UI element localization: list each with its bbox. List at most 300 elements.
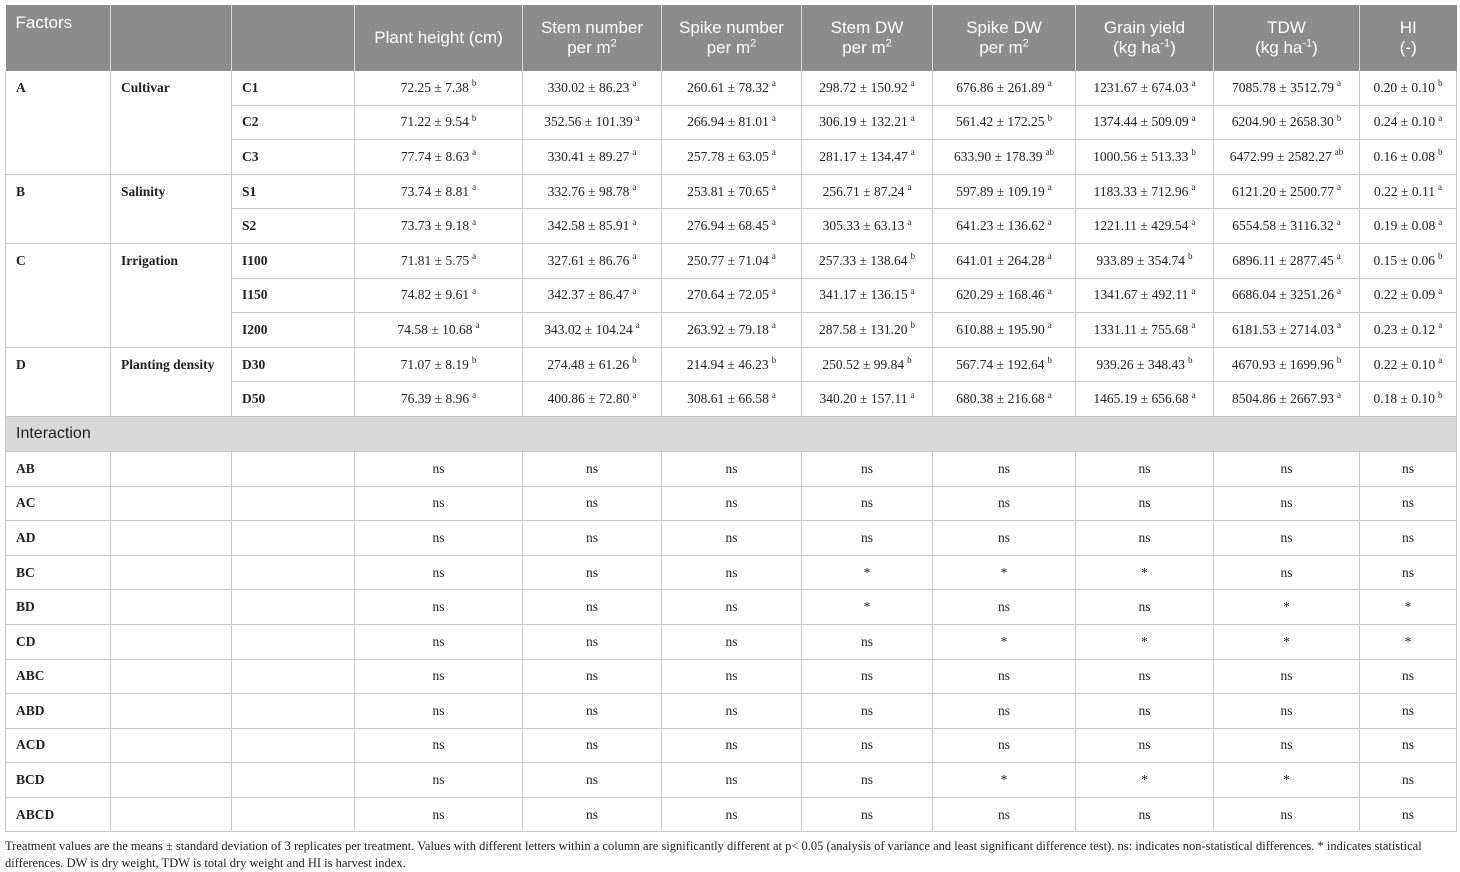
cell-value: 330.41 ± 89.27 [547,148,630,164]
cell-value: 341.17 ± 136.15 [819,287,908,303]
interaction-cell: ns [802,694,933,729]
table-cell [355,243,523,278]
table-cell [355,174,523,209]
significance-letter: a [472,216,477,227]
empty-cell [111,521,232,556]
cell-value: 260.61 ± 78.32 [687,79,769,95]
significance-letter: a [910,389,915,400]
interaction-cell: ns [1076,590,1214,625]
significance-letter: b [1336,355,1342,366]
interaction-name: ABD [6,694,111,729]
table-cell [1360,140,1457,175]
significance-letter: a [1191,112,1196,123]
cell-value: 610.88 ± 195.90 [956,321,1045,337]
cell-value: 250.77 ± 71.04 [687,252,769,268]
significance-letter: a [907,216,912,227]
cell-value: 6181.53 ± 2714.03 [1232,321,1334,337]
factor-level: C1 [232,71,355,105]
factor-name: Salinity [111,174,232,243]
interaction-cell: ns [662,763,802,798]
cell-value: 6204.90 ± 2658.30 [1231,114,1334,130]
interaction-cell: ns [662,728,802,763]
significance-letter: a [635,320,640,331]
significance-letter: a [632,285,637,296]
interaction-cell: ns [523,659,662,694]
interaction-name: ACD [6,728,111,763]
interaction-cell: ns [1076,451,1214,486]
cell-value: 641.23 ± 136.62 [956,218,1045,234]
cell-value: 306.19 ± 132.21 [819,114,908,130]
interaction-cell: ns [933,659,1076,694]
interaction-row [6,763,1457,798]
interaction-name: BD [6,590,111,625]
factor-name: Irrigation [111,243,232,347]
table-cell [802,209,933,244]
table-cell [802,347,933,382]
interaction-cell: * [1360,590,1457,625]
cell-value: 633.90 ± 178.39 [954,148,1043,164]
cell-value: 73.73 ± 9.18 [400,218,470,234]
cell-value: 77.74 ± 8.63 [400,148,470,164]
significance-letter: b [1187,355,1193,366]
significance-letter: a [1336,389,1341,400]
significance-letter: a [1438,112,1443,123]
interaction-cell: ns [1360,659,1457,694]
significance-letter: b [1437,251,1443,262]
significance-letter: a [1191,78,1196,89]
empty-cell [232,555,355,590]
table-cell [523,140,662,175]
column-header-line2: (kg ha [1113,38,1161,57]
interaction-name: ABCD [6,797,111,832]
interaction-cell: ns [933,451,1076,486]
cell-value: 939.26 ± 348.43 [1096,356,1185,372]
factor-level: I150 [232,278,355,313]
significance-letter: a [1047,285,1052,296]
cell-value: 343.02 ± 104.24 [544,321,633,337]
factor-code: C [6,243,111,347]
interaction-name: BCD [6,763,111,798]
interaction-cell: * [1214,590,1360,625]
table-cell [1214,105,1360,140]
significance-letter: b [1187,251,1193,262]
table-cell [523,105,662,140]
interaction-row [6,590,1457,625]
column-header [232,5,355,71]
interaction-cell: ns [523,521,662,556]
significance-letter: a [1047,216,1052,227]
table-cell [1076,243,1214,278]
cell-value: 257.78 ± 63.05 [687,148,769,164]
empty-cell [232,590,355,625]
table-cell [355,209,523,244]
interaction-cell: ns [662,521,802,556]
anova-results-table [5,5,1457,832]
cell-value: 332.76 ± 98.78 [547,183,630,199]
empty-cell [111,797,232,832]
interaction-cell: ns [355,763,523,798]
table-cell [523,71,662,105]
cell-value: 287.58 ± 131.20 [819,321,908,337]
significance-letter: a [635,112,640,123]
significance-letter: a [1438,355,1443,366]
table-cell [355,105,523,140]
interaction-name: ABC [6,659,111,694]
interaction-cell: ns [1214,451,1360,486]
significance-letter: a [771,251,776,262]
cell-value: 0.22 ± 0.10 [1373,356,1436,372]
interaction-cell: ns [662,659,802,694]
cell-value: 567.74 ± 192.64 [956,356,1045,372]
cell-value: 8504.86 ± 2667.93 [1232,391,1334,407]
significance-letter: b [1047,355,1052,366]
significance-letter: b [471,112,477,123]
table-cell [1076,313,1214,348]
factor-level: I200 [232,313,355,348]
significance-letter: ab [1334,147,1344,158]
column-header-line1: Spike number [679,18,784,37]
factor-code: D [6,347,111,416]
significance-letter: a [1191,182,1196,193]
significance-letter: a [472,147,477,158]
column-header-line2: per m [842,38,886,57]
interaction-name: AC [6,486,111,521]
column-header [933,5,1076,71]
cell-value: 1465.19 ± 656.68 [1093,391,1189,407]
significance-letter: b [632,355,637,366]
interaction-cell: ns [355,521,523,556]
table-cell [355,347,523,382]
interaction-cell: ns [933,728,1076,763]
interaction-cell: ns [662,486,802,521]
interaction-cell: * [933,555,1076,590]
empty-cell [111,590,232,625]
significance-letter: b [1437,78,1443,89]
cell-value: 6686.04 ± 3251.26 [1232,287,1334,303]
column-header [802,5,933,71]
interaction-cell: ns [662,694,802,729]
interaction-cell: ns [355,451,523,486]
cell-value: 327.61 ± 86.76 [547,252,630,268]
cell-value: 4670.93 ± 1699.96 [1231,356,1334,372]
table-cell [662,209,802,244]
interaction-cell: ns [1360,486,1457,521]
table-cell [933,313,1076,348]
cell-value: 270.64 ± 72.05 [687,287,769,303]
cell-value: 305.33 ± 63.13 [822,218,905,234]
table-cell [802,243,933,278]
interaction-cell: ns [802,659,933,694]
significance-letter: b [1336,112,1342,123]
cell-value: 641.01 ± 264.28 [956,252,1045,268]
cell-value: 342.37 ± 86.47 [547,287,630,303]
cell-value: 561.42 ± 172.25 [956,114,1045,130]
table-cell [662,382,802,417]
table-cell [1076,105,1214,140]
column-header-line1: Plant height (cm) [374,28,503,47]
table-cell [933,243,1076,278]
column-header-superscript: 2 [750,37,757,50]
significance-letter: a [632,78,637,89]
cell-value: 1183.33 ± 712.96 [1093,183,1189,199]
significance-letter: a [771,216,776,227]
interaction-cell: * [1076,624,1214,659]
interaction-cell: ns [933,521,1076,556]
table-row [6,347,1457,382]
interaction-cell: ns [662,624,802,659]
cell-value: 0.16 ± 0.08 [1373,148,1435,164]
significance-letter: a [1336,78,1341,89]
empty-cell [232,521,355,556]
table-cell [933,71,1076,105]
cell-value: 0.22 ± 0.11 [1374,183,1435,199]
interaction-name: AD [6,521,111,556]
cell-value: 0.23 ± 0.12 [1373,321,1436,337]
table-cell [523,278,662,313]
empty-cell [111,624,232,659]
significance-letter: a [1047,320,1052,331]
cell-value: 1374.44 ± 509.09 [1093,114,1189,130]
table-cell [523,382,662,417]
significance-letter: a [1438,320,1443,331]
cell-value: 281.17 ± 134.47 [819,148,908,164]
interaction-cell: ns [355,797,523,832]
interaction-cell: ns [355,659,523,694]
table-cell [802,174,933,209]
factor-level: C2 [232,105,355,140]
interaction-cell: ns [355,590,523,625]
interaction-cell: ns [802,451,933,486]
interaction-name: CD [6,624,111,659]
significance-letter: a [472,389,477,400]
table-cell [355,313,523,348]
cell-value: 6472.99 ± 2582.27 [1229,148,1332,164]
interaction-cell: * [1076,555,1214,590]
interaction-cell: ns [523,797,662,832]
cell-value: 1231.67 ± 674.03 [1093,79,1189,95]
interaction-cell: ns [1214,659,1360,694]
significance-letter: b [907,355,912,366]
table-cell [1360,174,1457,209]
empty-cell [111,486,232,521]
table-cell [662,105,802,140]
significance-letter: b [910,251,915,262]
table-cell [1076,209,1214,244]
interaction-row [6,694,1457,729]
significance-letter: b [771,355,777,366]
cell-value: 308.61 ± 66.58 [687,391,769,407]
significance-letter: a [771,320,776,331]
factor-level: D30 [232,347,355,382]
table-row [6,243,1457,278]
table-cell [1214,209,1360,244]
table-header-row [6,5,1457,71]
empty-cell [111,763,232,798]
table-cell [355,71,523,105]
column-header-line1: Stem DW [830,18,904,37]
cell-value: 1331.11 ± 755.68 [1093,321,1189,337]
table-row [6,71,1457,105]
cell-value: 250.52 ± 99.84 [822,356,905,372]
table-cell [1076,278,1214,313]
table-cell [523,347,662,382]
significance-letter: a [632,182,637,193]
cell-value: 6554.58 ± 3116.32 [1232,218,1334,234]
table-cell [662,347,802,382]
cell-value: 6121.20 ± 2500.77 [1232,183,1334,199]
column-header-line2: per m [567,38,611,57]
cell-value: 352.56 ± 101.39 [544,114,633,130]
cell-value: 1000.56 ± 513.33 [1093,148,1189,164]
table-cell [355,140,523,175]
significance-letter: b [471,355,477,366]
interaction-cell: * [1214,624,1360,659]
cell-value: 71.07 ± 8.19 [400,356,469,372]
significance-letter: a [910,147,915,158]
factor-level: D50 [232,382,355,417]
interaction-section-row [6,416,1457,451]
significance-letter: a [1438,216,1443,227]
factor-name: Cultivar [111,71,232,174]
significance-letter: a [1191,320,1196,331]
empty-cell [232,659,355,694]
interaction-cell: ns [1360,694,1457,729]
empty-cell [232,763,355,798]
interaction-row [6,728,1457,763]
table-cell [933,278,1076,313]
significance-letter: a [771,147,776,158]
table-cell [1214,71,1360,105]
interaction-cell: ns [1076,694,1214,729]
column-header [1076,5,1214,71]
column-header-line2: (-) [1399,38,1417,57]
significance-letter: a [771,285,776,296]
cell-value: 0.24 ± 0.10 [1373,114,1436,130]
significance-letter: a [1047,389,1052,400]
factor-name: Planting density [111,347,232,416]
table-cell [802,140,933,175]
empty-cell [232,797,355,832]
interaction-cell: ns [662,555,802,590]
interaction-cell: ns [1076,797,1214,832]
significance-letter: a [771,182,776,193]
table-cell [523,209,662,244]
factor-level: C3 [232,140,355,175]
significance-letter: a [1336,320,1341,331]
interaction-cell: ns [1076,521,1214,556]
factor-level: S1 [232,174,355,209]
cell-value: 597.89 ± 109.19 [956,183,1045,199]
significance-letter: a [1191,389,1196,400]
cell-value: 0.20 ± 0.10 [1373,79,1435,95]
table-cell [802,105,933,140]
interaction-cell: ns [1360,763,1457,798]
cell-value: 400.86 ± 72.80 [547,391,630,407]
interaction-row [6,659,1457,694]
interaction-cell: ns [662,797,802,832]
interaction-cell: ns [355,694,523,729]
column-header-line1: HI [1399,18,1417,37]
table-cell [523,174,662,209]
cell-value: 342.58 ± 85.91 [547,218,630,234]
cell-value: 71.22 ± 9.54 [400,114,469,130]
cell-value: 253.81 ± 70.65 [687,183,769,199]
table-cell [1360,71,1457,105]
table-cell [1360,105,1457,140]
column-header-superscript: 2 [1022,37,1029,50]
significance-letter: a [910,285,915,296]
table-cell [802,278,933,313]
factor-level: S2 [232,209,355,244]
significance-letter: a [1438,285,1443,296]
significance-letter: a [910,112,915,123]
significance-letter: a [1047,182,1052,193]
significance-letter: a [632,147,637,158]
cell-value: 266.94 ± 81.01 [687,114,769,130]
interaction-row [6,555,1457,590]
interaction-cell: ns [1214,797,1360,832]
interaction-cell: ns [523,728,662,763]
interaction-cell: * [1076,763,1214,798]
interaction-cell: ns [1076,659,1214,694]
table-cell [1360,278,1457,313]
interaction-cell: ns [802,521,933,556]
cell-value: 0.15 ± 0.06 [1373,252,1435,268]
interaction-cell: ns [662,590,802,625]
interaction-cell: ns [523,555,662,590]
table-cell [1360,313,1457,348]
column-header-line1: Grain yield [1103,18,1186,37]
significance-letter: a [1437,182,1442,193]
interaction-cell: ns [802,763,933,798]
table-cell [662,278,802,313]
cell-value: 72.25 ± 7.38 [400,79,469,95]
interaction-cell: ns [1076,728,1214,763]
table-row [6,174,1457,209]
cell-value: 276.94 ± 68.45 [687,218,769,234]
interaction-cell: * [1360,624,1457,659]
significance-letter: a [907,182,912,193]
interaction-row [6,521,1457,556]
empty-cell [232,624,355,659]
cell-value: 0.19 ± 0.08 [1373,218,1436,234]
significance-letter: b [1437,147,1443,158]
interaction-cell: * [933,624,1076,659]
significance-letter: a [472,285,477,296]
empty-cell [111,555,232,590]
table-cell [1360,382,1457,417]
table-cell [662,140,802,175]
table-cell [1076,382,1214,417]
interaction-cell: ns [802,486,933,521]
cell-value: 256.71 ± 87.24 [822,183,905,199]
column-header [6,5,111,71]
table-cell [1076,347,1214,382]
significance-letter: b [1437,389,1443,400]
significance-letter: a [1047,78,1052,89]
table-cell [1214,174,1360,209]
cell-value: 263.92 ± 79.18 [687,321,769,337]
table-cell [1214,140,1360,175]
interaction-cell: ns [933,694,1076,729]
cell-value: 676.86 ± 261.89 [956,79,1045,95]
column-header-superscript: 2 [885,37,892,50]
cell-value: 214.94 ± 46.23 [686,356,769,372]
interaction-cell: ns [1360,728,1457,763]
table-cell [933,382,1076,417]
table-body [6,71,1457,832]
interaction-cell: ns [1076,486,1214,521]
